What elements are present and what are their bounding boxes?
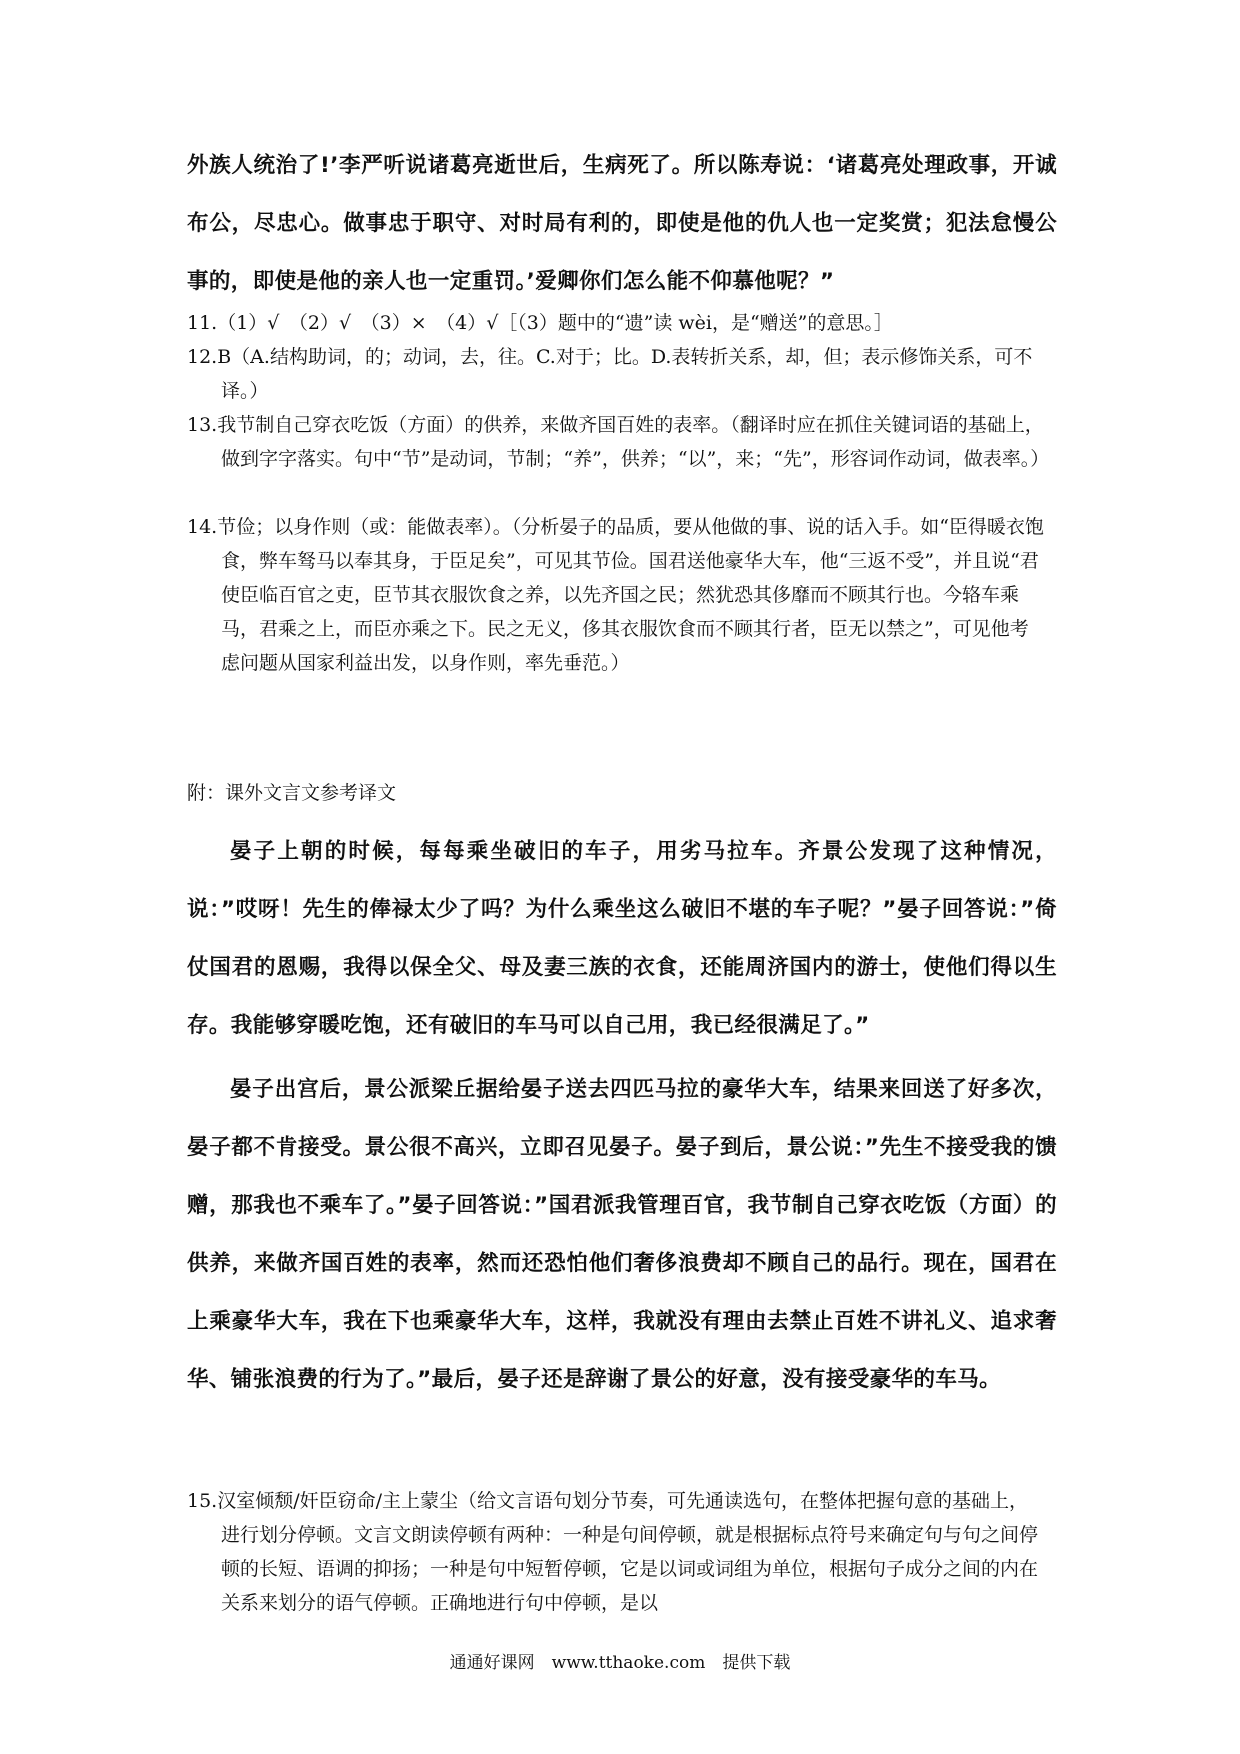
translation-paragraph-3: 晏子出宫后，景公派梁丘据给晏子送去四匹马拉的豪华大车，结果来回送了好多次，晏子都不肯接受。景公很不高兴，立即召见晏子。晏子到后，景公说：”先生不接受我的馈赠，那我也不乘车了。”晏子回答说：”国君派我管理百官，我节制自己穿衣吃饭（方面）的供养，来做齐国百姓的表率，然而还恐怕他们奢侈浪费却不顾自己的品行。现在，国君在上乘豪华大车，我在下也乘豪华大车，这样，我就没有理由去禁止百姓不讲礼义、追求奢华、铺张浪费的行为了。”最后，晏子还是辞谢了景公的好意，没有接受豪华的车马。 — [187, 1077, 1057, 1392]
answer-14-text: 14.节俭；以身作则（或：能做表率）。（分析晏子的品质，要从他做的事、说的话入手。如“臣得暖衣饱食，弊车驽马以奉其身，于臣足矣”，可见其节俭。国君送他豪华大车，他“三返不受”，并且说“君使臣临百官之吏，臣节其衣服饮食之养，以先齐国之民；然犹恐其侈靡而不顾其行也。今辂车乘马，君乘之上，而臣亦乘之下。民之无义，侈其衣服饮食而不顾其行者，臣无以禁之”，可见他考虑问题从国家利益出发，以身作则，率先垂范。） — [187, 516, 1044, 674]
answer-13-text: 13.我节制自己穿衣吃饭（方面）的供养，来做齐国百姓的表率。（翻译时应在抓住关键词语的基础上，做到字字落实。句中“节”是动词，节制；“养”，供养；“以”，来；“先”，形容词作动词，做表率。） — [187, 414, 1050, 470]
translation-paragraph-1: 外族人统治了!’李严听说诸葛亮逝世后，生病死了。所以陈寿说：‘诸葛亮处理政事，开诚布公，尽忠心。做事忠于职守、对时局有利的，即使是他的仇人也一定奖赏；犯法怠慢公事的，即使是他的亲人也一定重罚。’爱卿你们怎么能不仰慕他呢？” — [187, 153, 1057, 294]
answer-15 — [187, 1484, 1047, 1620]
answer-11-text: 11.（1）√ （2）√ （3）× （4）√［（3）题中的“遗”读 wèi，是“赠送”的意思。］ — [187, 312, 893, 334]
appendix-heading: 附：课外文言文参考译文 — [187, 782, 397, 804]
translation-paragraph-2: 晏子上朝的时候，每每乘坐破旧的车子，用劣马拉车。齐景公发现了这种情况，说：”哎呀！先生的俸禄太少了吗？为什么乘坐这么破旧不堪的车子呢？”晏子回答说：”倚仗国君的恩赐，我得以保全父、母及妻三族的衣食，还能周济国内的游士，使他们得以生存。我能够穿暖吃饱，还有破旧的车马可以自己用，我已经很满足了。” — [187, 839, 1057, 1038]
answer-13 — [187, 408, 1050, 476]
answer-15-text: 15.汉室倾颓/奸臣窃命/主上蒙尘（给文言语句划分节奏，可先通读选句，在整体把握句意的基础上，进行划分停顿。文言文朗读停顿有两种：一种是句间停顿，就是根据标点符号来确定句与句之间停顿的长短、语调的抑扬；一种是句中短暂停顿，它是以词或词组为单位，根据句子成分之间的内在关系来划分的语气停顿。正确地进行句中停顿，是以 — [187, 1490, 1039, 1614]
page-footer: 通通好课网 www.tthaoke.com 提供下载 — [449, 1653, 791, 1673]
answer-12-text: 12.B（A.结构助词，的；动词，去，往。C.对于；比。D.表转折关系，却，但；表示修饰关系，可不译。） — [187, 346, 1033, 402]
answer-11 — [187, 306, 1047, 340]
answer-14 — [187, 510, 1047, 680]
answer-12 — [187, 340, 1047, 408]
